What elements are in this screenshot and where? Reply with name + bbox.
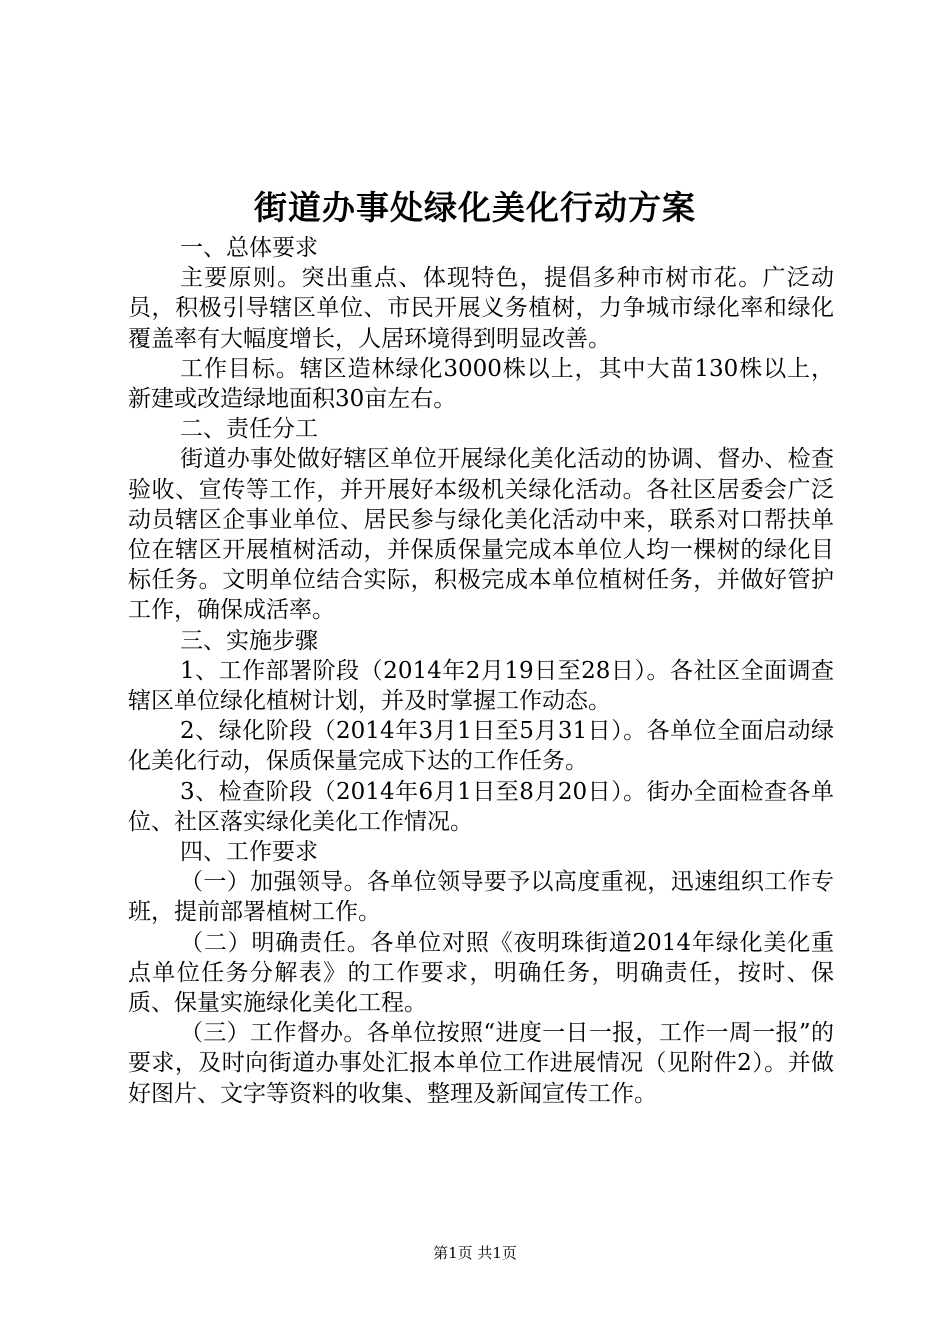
step-item: 3、检查阶段（2014年6月1日至8月20日）。街办全面检查各单位、社区落实绿化美化工作情况。 (128, 778, 834, 835)
step-item: 2、绿化阶段（2014年3月1日至5月31日）。各单位全面启动绿化美化行动，保质保量完成下达的工作任务。 (128, 718, 834, 775)
body-paragraph: 街道办事处做好辖区单位开展绿化美化活动的协调、督办、检查验收、宣传等工作，并开展好本级机关绿化活动。各社区居委会广泛动员辖区企事业单位、居民参与绿化美化活动中来，联系对口帮扶单位在辖区开展植树活动，并保质保量完成本单位人均一棵树的绿化目标任务。文明单位结合实际，积极完成本单位植树任务，并做好管护工作，确保成活率。 (128, 446, 834, 624)
section-heading-1: 一、总体要求 (180, 235, 318, 261)
document-title: 街道办事处绿化美化行动方案 (254, 188, 696, 227)
section-heading-3: 三、实施步骤 (180, 627, 318, 654)
document-body (128, 233, 834, 1109)
body-paragraph: 主要原则。突出重点、体现特色，提倡多种市树市花。广泛动员，积极引导辖区单位、市民开展义务植树，力争城市绿化率和绿化覆盖率有大幅度增长，人居环境得到明显改善。 (128, 265, 834, 352)
requirement-item: （二）明确责任。各单位对照《夜明珠街道2014年绿化美化重点单位任务分解表》的工作要求，明确任务，明确责任，按时、保质、保量实施绿化美化工程。 (128, 929, 834, 1017)
section-heading-4: 四、工作要求 (180, 839, 318, 866)
page-footer: 第1页 共1页 (433, 1244, 517, 1262)
section-heading-2: 二、责任分工 (180, 416, 318, 443)
requirement-item: （三）工作督办。各单位按照“进度一日一报，工作一周一报”的要求，及时向街道办事处汇报本单位工作进展情况（见附件2）。并做好图片、文字等资料的收集、整理及新闻宣传工作。 (128, 1020, 834, 1107)
step-item: 1、工作部署阶段（2014年2月19日至28日）。各社区全面调查辖区单位绿化植树计划，并及时掌握工作动态。 (128, 657, 834, 715)
requirement-item: （一）加强领导。各单位领导要予以高度重视，迅速组织工作专班，提前部署植树工作。 (128, 869, 834, 926)
body-paragraph: 工作目标。辖区造林绿化3000株以上，其中大苗130株以上，新建或改造绿地面积30亩左右。 (128, 355, 834, 413)
